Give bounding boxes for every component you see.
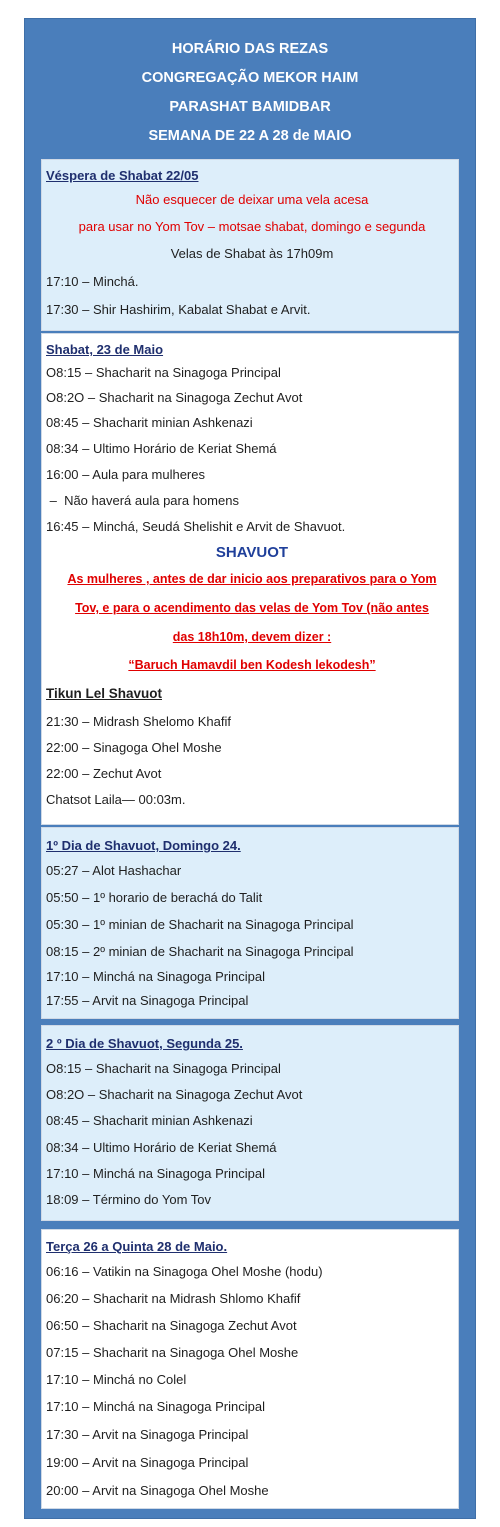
schedule-item: 05:50 – 1º horario de berachá do Talit xyxy=(46,890,263,905)
section-title: Shabat, 23 de Maio xyxy=(46,342,164,357)
schedule-item: 17:10 – Minchá na Sinagoga Principal xyxy=(46,1166,265,1181)
schedule-item: 07:15 – Shacharit na Sinagoga Ohel Moshe xyxy=(46,1345,299,1360)
warning-line: das 18h10m, devem dizer : xyxy=(172,630,332,644)
note-line: Não esquecer de deixar uma vela acesa xyxy=(135,192,369,207)
schedule-item: 21:30 – Midrash Shelomo Khafif xyxy=(46,714,231,729)
tikun-title: Tikun Lel Shavuot xyxy=(46,686,163,701)
schedule-item: O8:15 – Shacharit na Sinagoga Principal xyxy=(46,1061,281,1076)
schedule-item: 08:34 – Ultimo Horário de Keriat Shemá xyxy=(46,441,277,456)
schedule-item: 08:15 – 2º minian de Shacharit na Sinagoga Principal xyxy=(46,944,354,959)
schedule-item: 06:50 – Shacharit na Sinagoga Zechut Avot xyxy=(46,1318,297,1333)
schedule-item: 17:55 – Arvit na Sinagoga Principal xyxy=(46,993,249,1008)
schedule-item: 17:30 – Arvit na Sinagoga Principal xyxy=(46,1427,249,1442)
section-title: Terça 26 a Quinta 28 de Maio. xyxy=(46,1239,228,1254)
schedule-item: 16:00 – Aula para mulheres xyxy=(46,467,205,482)
schedule-item: O8:15 – Shacharit na Sinagoga Principal xyxy=(46,365,281,380)
section-title: 1º Dia de Shavuot, Domingo 24. xyxy=(46,838,241,853)
header-line: PARASHAT BAMIDBAR xyxy=(169,99,331,115)
schedule-item: 17:10 – Minchá no Colel xyxy=(46,1372,187,1387)
velas-line: Velas de Shabat às 17h09m xyxy=(170,246,334,261)
schedule-item: 16:45 – Minchá, Seudá Shelishit e Arvit de Shavuot. xyxy=(46,519,346,534)
schedule-item: 17:30 – Shir Hashirim, Kabalat Shabat e Arvit. xyxy=(46,302,311,317)
schedule-item: 22:00 – Zechut Avot xyxy=(46,766,162,781)
schedule-item: 08:34 – Ultimo Horário de Keriat Shemá xyxy=(46,1140,277,1155)
note-line: para usar no Yom Tov – motsae shabat, domingo e segunda xyxy=(78,219,426,234)
header-line: CONGREGAÇÃO MEKOR HAIM xyxy=(141,70,359,86)
section-semana xyxy=(41,1229,459,1509)
header-line: HORÁRIO DAS REZAS xyxy=(171,41,329,57)
section-title: Véspera de Shabat 22/05 xyxy=(46,168,199,183)
schedule-item: 17:10 – Minchá. xyxy=(46,274,139,289)
schedule-item: 18:09 – Término do Yom Tov xyxy=(46,1192,212,1207)
page-header xyxy=(25,35,475,151)
schedule-item: Chatsot Laila— 00:03m. xyxy=(46,792,186,807)
schedule-item: O8:2O – Shacharit na Sinagoga Zechut Avot xyxy=(46,390,303,405)
section-shabat xyxy=(41,333,459,825)
schedule-item: 06:16 – Vatikin na Sinagoga Ohel Moshe (hodu) xyxy=(46,1264,323,1279)
schedule-item: 06:20 – Shacharit na Midrash Shlomo Khafif xyxy=(46,1291,301,1306)
warning-line: Tov, e para o acendimento das velas de Yom Tov (não antes xyxy=(75,601,429,615)
schedule-item: 17:10 – Minchá na Sinagoga Principal xyxy=(46,969,265,984)
schedule-item: – Não haverá aula para homens xyxy=(46,493,239,508)
warning-line: As mulheres , antes de dar inicio aos preparativos para o Yom xyxy=(67,572,437,586)
shavuot-label: SHAVUOT xyxy=(215,544,289,561)
section-title: 2 º Dia de Shavuot, Segunda 25. xyxy=(46,1036,243,1051)
schedule-frame xyxy=(24,18,476,1519)
schedule-item: 20:00 – Arvit na Sinagoga Ohel Moshe xyxy=(46,1483,269,1498)
schedule-item: 22:00 – Sinagoga Ohel Moshe xyxy=(46,740,222,755)
section-dia2 xyxy=(41,1025,459,1221)
schedule-item: 05:30 – 1º minian de Shacharit na Sinagoga Principal xyxy=(46,917,354,932)
section-vespera xyxy=(41,159,459,331)
header-line: SEMANA DE 22 A 28 de MAIO xyxy=(148,128,352,144)
section-dia1 xyxy=(41,827,459,1019)
schedule-item: 19:00 – Arvit na Sinagoga Principal xyxy=(46,1455,249,1470)
schedule-item: 08:45 – Shacharit minian Ashkenazi xyxy=(46,1113,253,1128)
schedule-item: 08:45 – Shacharit minian Ashkenazi xyxy=(46,415,253,430)
schedule-item: 05:27 – Alot Hashachar xyxy=(46,863,182,878)
schedule-item: 17:10 – Minchá na Sinagoga Principal xyxy=(46,1399,265,1414)
warning-line: “Baruch Hamavdil ben Kodesh lekodesh” xyxy=(128,658,376,672)
schedule-item: O8:2O – Shacharit na Sinagoga Zechut Avot xyxy=(46,1087,303,1102)
